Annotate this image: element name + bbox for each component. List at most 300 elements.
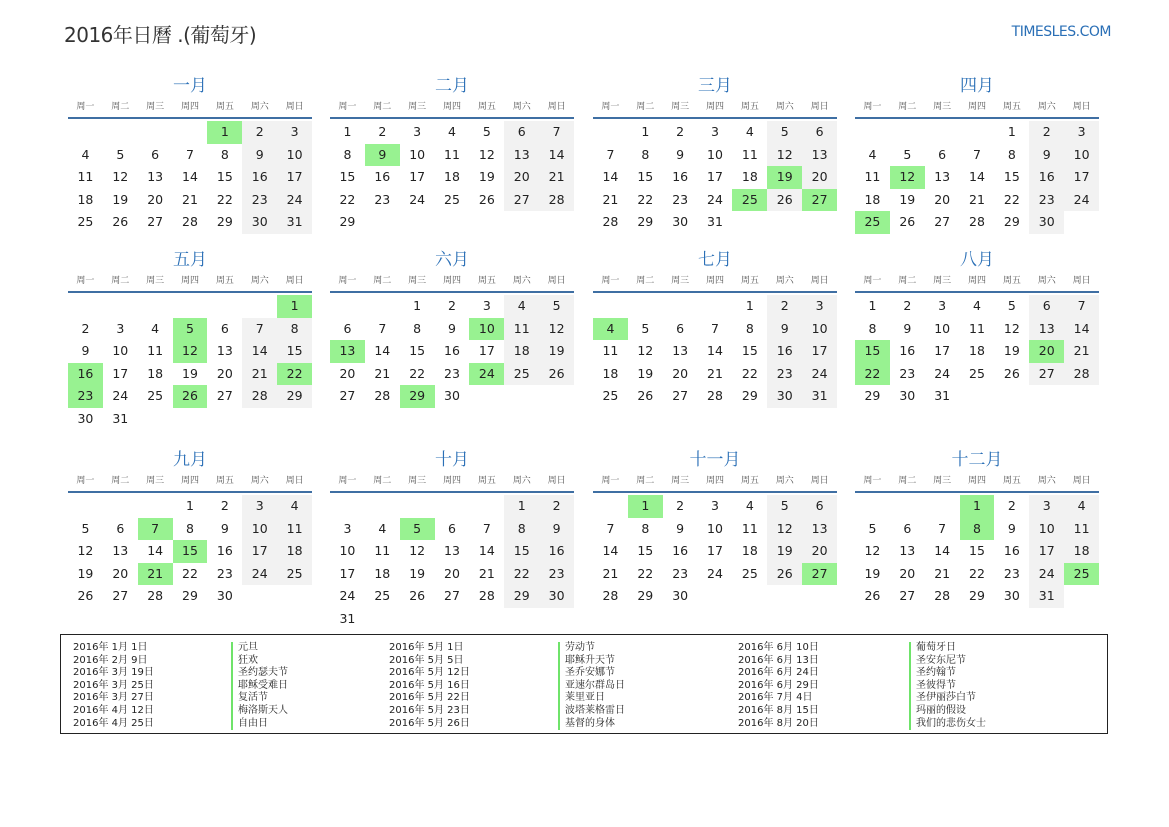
month-title: 二月 (435, 76, 469, 96)
day-cell: 31 (1029, 585, 1064, 608)
day-cell: 26 (478, 191, 495, 207)
day-cell: 19 (182, 365, 198, 381)
month-title: 十一月 (689, 450, 741, 470)
day-cell: 24 (242, 563, 277, 586)
day-cell: 8 (504, 518, 539, 541)
weekday-label: 周一 (601, 476, 620, 486)
day-cell: 16 (899, 343, 916, 358)
day-cell: 12 (409, 543, 426, 558)
day-cell: 14 (1064, 318, 1099, 341)
day-cell: 3 (711, 498, 719, 513)
day-cell: 20 (672, 365, 689, 381)
week-row (593, 540, 837, 563)
month-title: 十月 (435, 450, 469, 470)
day-cell: 17 (1064, 166, 1099, 189)
day-cell: 13 (899, 543, 916, 558)
day-cell: 21 (539, 166, 574, 189)
weekday-label: 周五 (215, 276, 234, 286)
week-row (68, 318, 312, 341)
holiday-day-cell: 26 (173, 385, 208, 408)
month-title: 八月 (960, 250, 994, 270)
day-cell: 20 (216, 365, 233, 381)
empty-cell (802, 585, 837, 608)
day-cell: 22 (969, 565, 985, 581)
holiday-day-cell: 27 (802, 563, 837, 586)
week-row (593, 166, 837, 189)
weekday-label: 周日 (285, 276, 304, 286)
holiday-date: 2016年 8月 20日 (738, 717, 819, 729)
holiday-day-cell: 25 (1064, 563, 1099, 586)
day-cell: 1 (504, 495, 539, 518)
weekday-label: 周四 (968, 102, 987, 112)
day-cell: 18 (374, 565, 391, 581)
day-cell: 8 (641, 146, 650, 162)
day-cell: 15 (339, 169, 356, 184)
weekday-label: 周二 (373, 476, 392, 486)
weekday-label: 周五 (740, 276, 759, 286)
empty-cell (855, 495, 890, 518)
week-row (330, 144, 574, 167)
weekday-label: 周日 (285, 476, 304, 486)
weekday-label: 周二 (898, 102, 917, 112)
day-cell: 21 (182, 191, 198, 207)
week-row (593, 340, 837, 363)
week-row (330, 495, 574, 518)
day-cell: 3 (343, 520, 352, 536)
day-cell: 9 (81, 343, 90, 358)
holiday-name: 亚速尔群岛日 (558, 680, 625, 693)
day-cell: 29 (504, 585, 539, 608)
day-cell: 22 (409, 365, 426, 381)
week-row (330, 189, 574, 212)
week-row (855, 495, 1099, 518)
holiday-name: 圣乔安娜节 (558, 667, 625, 680)
day-cell: 14 (969, 169, 985, 184)
day-cell: 12 (767, 144, 802, 167)
weekday-label: 周四 (181, 476, 200, 486)
weekday-label: 周四 (181, 276, 200, 286)
day-cell: 9 (242, 144, 277, 167)
day-cell: 26 (112, 214, 129, 229)
day-cell: 20 (147, 191, 164, 207)
day-cell: 22 (637, 191, 654, 207)
weekday-label: 周六 (1037, 276, 1056, 286)
day-cell: 19 (1003, 343, 1020, 358)
week-row (593, 121, 837, 144)
day-cell: 25 (969, 365, 985, 381)
day-cell: 3 (116, 320, 125, 336)
holiday-date: 2016年 5月 22日 (389, 692, 470, 704)
weekday-label: 周四 (706, 476, 725, 486)
day-cell: 1 (186, 498, 194, 513)
empty-cell (628, 295, 663, 318)
weekday-label: 周日 (1072, 276, 1091, 286)
day-cell: 16 (539, 540, 574, 563)
week-row (855, 385, 1099, 408)
weekday-label: 周三 (408, 476, 427, 486)
day-cell: 28 (147, 588, 164, 603)
month-5 (68, 248, 312, 430)
day-cell: 27 (216, 388, 233, 403)
day-cell: 7 (606, 146, 615, 162)
day-cell: 17 (277, 166, 312, 189)
day-cell: 1 (1007, 124, 1016, 139)
empty-cell (242, 295, 277, 318)
weekday-label: 周一 (338, 102, 357, 112)
day-cell: 23 (767, 363, 802, 386)
day-cell: 30 (77, 410, 94, 426)
day-cell: 19 (478, 169, 495, 184)
holiday-name: 复活节 (231, 692, 288, 705)
empty-cell (435, 211, 470, 234)
holiday-day-cell: 29 (400, 385, 435, 408)
day-cell: 4 (1064, 495, 1099, 518)
day-cell: 30 (1029, 211, 1064, 234)
day-cell: 29 (1003, 214, 1020, 229)
day-cell: 5 (767, 121, 802, 144)
day-cell: 21 (934, 565, 951, 581)
day-cell: 22 (216, 191, 233, 207)
day-cell: 4 (81, 146, 90, 162)
day-cell: 15 (741, 343, 758, 358)
day-cell: 17 (707, 543, 723, 558)
holiday-day-cell: 13 (330, 340, 365, 363)
holiday-name: 劳动节 (558, 642, 625, 655)
holiday-name: 圣安东尼节 (909, 655, 986, 668)
weekday-label: 周二 (636, 476, 655, 486)
day-cell: 7 (1064, 295, 1099, 318)
day-cell: 5 (767, 495, 802, 518)
day-cell: 31 (707, 214, 723, 229)
holiday-name: 基督的身体 (558, 718, 625, 731)
month-title: 七月 (698, 250, 732, 270)
holiday-date: 2016年 5月 26日 (389, 717, 470, 729)
page-title: 2016年日曆 .(葡萄牙) (64, 23, 257, 47)
weekday-label: 周三 (933, 276, 952, 286)
holiday-name: 圣伊丽莎白节 (909, 692, 986, 705)
day-cell: 27 (504, 189, 539, 212)
empty-cell (365, 295, 400, 318)
empty-cell (960, 385, 995, 408)
day-cell: 10 (409, 146, 426, 162)
weekday-label: 周四 (706, 276, 725, 286)
day-cell: 7 (482, 520, 491, 536)
week-row (593, 363, 837, 386)
weekday-label: 周六 (512, 102, 531, 112)
day-cell: 16 (1003, 543, 1020, 558)
day-cell: 20 (802, 540, 837, 563)
month-6 (330, 248, 574, 408)
day-cell: 15 (277, 340, 312, 363)
day-cell: 11 (741, 520, 758, 536)
day-cell: 8 (641, 520, 650, 536)
empty-cell (103, 295, 138, 318)
weekday-label: 周四 (968, 276, 987, 286)
day-cell: 3 (482, 298, 491, 313)
empty-cell (890, 495, 925, 518)
empty-cell (504, 608, 539, 631)
weekday-label: 周二 (111, 276, 130, 286)
week-row (68, 144, 312, 167)
day-cell: 12 (864, 543, 881, 558)
day-cell: 13 (504, 144, 539, 167)
day-cell: 19 (899, 191, 916, 207)
day-cell: 18 (147, 365, 164, 381)
empty-cell (400, 211, 435, 234)
day-cell: 15 (1003, 169, 1020, 184)
day-cell: 17 (242, 540, 277, 563)
day-cell: 26 (77, 588, 94, 603)
weekday-header (855, 98, 1099, 119)
day-cell: 9 (539, 518, 574, 541)
weekday-label: 周二 (111, 476, 130, 486)
day-cell: 30 (672, 214, 689, 229)
empty-cell (365, 608, 400, 631)
holiday-day-cell: 9 (365, 144, 400, 167)
day-cell: 10 (339, 543, 356, 558)
week-row (68, 121, 312, 144)
day-cell: 24 (707, 565, 723, 581)
month-title: 十二月 (951, 450, 1003, 470)
day-cell: 17 (934, 343, 951, 358)
day-cell: 18 (864, 191, 881, 207)
week-row (593, 189, 837, 212)
week-row (330, 385, 574, 408)
holiday-name-column (231, 642, 288, 730)
holiday-name-column (909, 642, 986, 730)
empty-cell (435, 495, 470, 518)
day-cell: 2 (378, 124, 387, 139)
weekday-label: 周六 (512, 276, 531, 286)
day-cell: 26 (899, 214, 916, 229)
day-cell: 5 (641, 320, 650, 336)
holiday-name: 梅洛斯天人 (231, 705, 288, 718)
day-cell: 10 (112, 343, 129, 358)
day-cell: 24 (112, 388, 129, 403)
day-cell: 14 (934, 543, 951, 558)
day-cell: 30 (1003, 588, 1020, 603)
weekday-label: 周四 (443, 476, 462, 486)
day-cell: 19 (409, 565, 426, 581)
weekday-label: 周二 (898, 276, 917, 286)
weekday-header (68, 272, 312, 293)
day-cell: 12 (767, 518, 802, 541)
empty-cell (68, 495, 103, 518)
day-cell: 14 (374, 343, 391, 358)
day-cell: 28 (539, 189, 574, 212)
holiday-name: 自由日 (231, 718, 288, 731)
holiday-day-cell: 1 (277, 295, 312, 318)
empty-cell (400, 495, 435, 518)
weekday-label: 周一 (863, 476, 882, 486)
day-cell: 27 (112, 588, 129, 603)
day-cell: 12 (637, 343, 654, 358)
day-cell: 30 (242, 211, 277, 234)
holiday-date: 2016年 6月 13日 (738, 654, 819, 666)
empty-cell (767, 211, 802, 234)
weekday-label: 周三 (671, 102, 690, 112)
holiday-name: 圣彼得节 (909, 680, 986, 693)
weekday-label: 周六 (512, 476, 531, 486)
day-cell: 2 (676, 498, 685, 513)
empty-cell (138, 408, 173, 431)
day-cell: 27 (1029, 363, 1064, 386)
day-cell: 1 (868, 298, 877, 313)
holiday-day-cell: 12 (890, 166, 925, 189)
month-7 (593, 248, 837, 408)
empty-cell (539, 385, 574, 408)
day-cell: 24 (339, 588, 356, 603)
day-cell: 19 (112, 191, 129, 207)
day-cell: 3 (242, 495, 277, 518)
weekday-label: 周二 (111, 102, 130, 112)
day-cell: 31 (802, 385, 837, 408)
day-cell: 22 (741, 365, 758, 381)
holiday-day-cell: 22 (855, 363, 890, 386)
week-row (330, 295, 574, 318)
day-cell: 19 (864, 565, 881, 581)
empty-cell (1064, 385, 1099, 408)
weekday-label: 周二 (636, 102, 655, 112)
day-cell: 28 (707, 388, 723, 403)
day-cell: 19 (77, 565, 94, 581)
day-cell: 24 (802, 363, 837, 386)
day-cell: 29 (182, 588, 198, 603)
day-cell: 19 (539, 340, 574, 363)
weekday-header (855, 472, 1099, 493)
week-row (68, 211, 312, 234)
weekday-label: 周三 (671, 276, 690, 286)
day-cell: 25 (277, 563, 312, 586)
holiday-day-cell: 1 (207, 121, 242, 144)
empty-cell (173, 295, 208, 318)
day-cell: 21 (1064, 340, 1099, 363)
holiday-date: 2016年 3月 19日 (73, 667, 154, 679)
holiday-date-column (389, 642, 470, 730)
holiday-day-cell: 15 (855, 340, 890, 363)
day-cell: 23 (1003, 565, 1020, 581)
day-cell: 2 (81, 320, 90, 336)
day-cell: 21 (478, 565, 495, 581)
day-cell: 5 (1007, 298, 1016, 313)
day-cell: 23 (1029, 189, 1064, 212)
day-cell: 4 (504, 295, 539, 318)
weekday-label: 周二 (373, 102, 392, 112)
day-cell: 2 (242, 121, 277, 144)
day-cell: 9 (676, 520, 685, 536)
holiday-day-cell: 25 (855, 211, 890, 234)
day-cell: 6 (676, 320, 685, 336)
day-cell: 3 (277, 121, 312, 144)
weekday-label: 周三 (933, 476, 952, 486)
day-cell: 13 (802, 518, 837, 541)
day-cell: 1 (343, 124, 352, 139)
empty-cell (1064, 585, 1099, 608)
weekday-label: 周一 (863, 102, 882, 112)
holiday-date: 2016年 2月 9日 (73, 654, 148, 666)
weekday-label: 周一 (338, 476, 357, 486)
week-row (593, 385, 837, 408)
week-row (68, 295, 312, 318)
day-cell: 8 (868, 320, 877, 336)
weekday-label: 周五 (740, 476, 759, 486)
holiday-day-cell: 21 (138, 563, 173, 586)
day-cell: 10 (242, 518, 277, 541)
day-cell: 27 (339, 388, 356, 403)
day-cell: 2 (903, 298, 912, 313)
day-cell: 6 (448, 520, 456, 536)
week-row (68, 189, 312, 212)
day-cell: 24 (707, 191, 723, 207)
weekday-label: 周二 (373, 276, 392, 286)
holiday-name: 元旦 (231, 642, 288, 655)
day-cell: 30 (216, 588, 233, 603)
day-cell: 2 (676, 124, 685, 139)
week-row (330, 518, 574, 541)
day-cell: 18 (969, 343, 985, 358)
weekday-header (593, 472, 837, 493)
day-cell: 20 (112, 565, 129, 581)
weekday-header (855, 272, 1099, 293)
weekday-header (330, 472, 574, 493)
site-link[interactable]: TIMESLES.COM (1011, 24, 1111, 40)
weekday-label: 周六 (775, 476, 794, 486)
month-title: 一月 (173, 76, 207, 96)
empty-cell (242, 408, 277, 431)
day-cell: 6 (938, 146, 947, 162)
week-row (68, 166, 312, 189)
day-cell: 22 (339, 191, 356, 207)
day-cell: 17 (707, 169, 723, 184)
week-row (855, 585, 1099, 608)
weekday-label: 周四 (968, 476, 987, 486)
day-cell: 6 (504, 121, 539, 144)
day-cell: 11 (147, 343, 164, 358)
day-cell: 28 (242, 385, 277, 408)
day-cell: 14 (147, 543, 164, 558)
weekday-header (68, 472, 312, 493)
day-cell: 30 (899, 388, 916, 403)
week-row (593, 563, 837, 586)
day-cell: 12 (77, 543, 94, 558)
day-cell: 16 (444, 343, 460, 358)
empty-cell (469, 385, 504, 408)
empty-cell (330, 495, 365, 518)
weekday-label: 周六 (250, 476, 269, 486)
empty-cell (994, 385, 1029, 408)
empty-cell (435, 608, 470, 631)
day-cell: 29 (277, 385, 312, 408)
weekday-label: 周一 (76, 276, 95, 286)
empty-cell (242, 585, 277, 608)
day-cell: 6 (802, 495, 837, 518)
day-cell: 15 (409, 343, 426, 358)
week-row (330, 608, 574, 631)
day-cell: 20 (934, 191, 951, 207)
day-cell: 4 (378, 520, 387, 536)
empty-cell (469, 211, 504, 234)
weekday-label: 周六 (250, 102, 269, 112)
week-row (593, 585, 837, 608)
empty-cell (1029, 385, 1064, 408)
day-cell: 2 (1029, 121, 1064, 144)
day-cell: 22 (1003, 191, 1020, 207)
week-row (593, 295, 837, 318)
day-cell: 5 (868, 520, 877, 536)
empty-cell (960, 121, 995, 144)
day-cell: 16 (1029, 166, 1064, 189)
day-cell: 14 (602, 543, 619, 558)
